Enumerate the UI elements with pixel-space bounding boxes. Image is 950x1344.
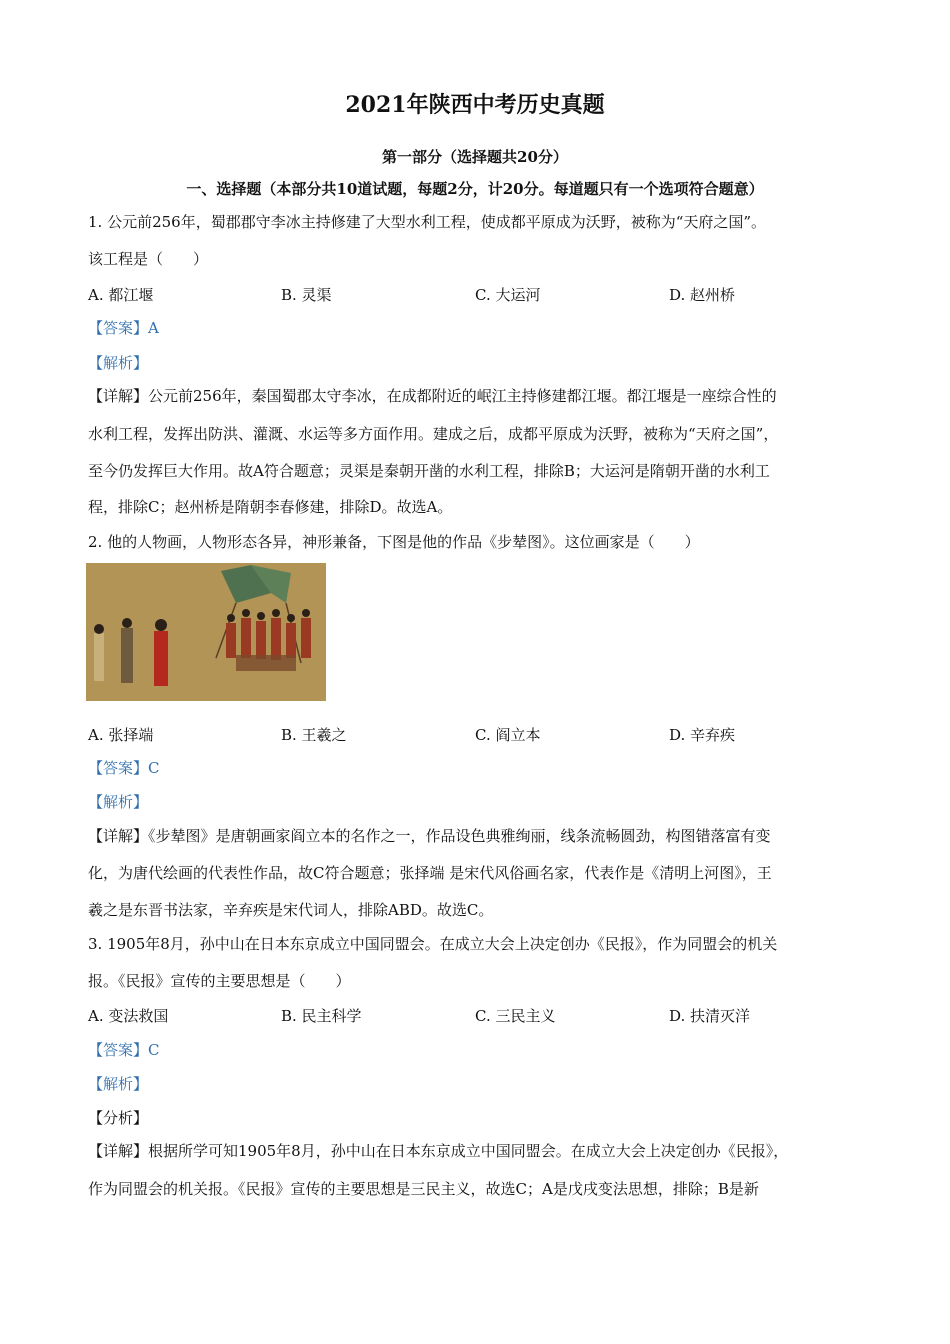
q3-analysis-label: 【解析】: [88, 1075, 149, 1093]
painting-image: [86, 563, 326, 701]
q1-option-c: C. 大运河: [475, 286, 541, 304]
q2-detail-line-1: 【详解】《步辇图》是唐朝画家阎立本的名作之一，作品设色典雅绚丽，线条流畅圆劲，构图错落富有变: [88, 827, 771, 845]
q2-analysis-label: 【解析】: [88, 793, 149, 811]
q3-stem-line-2: 报。《民报》宣传的主要思想是（ ）: [88, 972, 351, 990]
q3-analysis-sub: 【分析】: [88, 1109, 149, 1127]
q2-detail-line-2: 化，为唐代绘画的代表性作品，故C符合题意；张择端 是宋代风俗画名家，代表作是《清明上河图》，王: [88, 864, 772, 882]
q1-option-d: D. 赵州桥: [669, 286, 736, 304]
q3-option-a: A. 变法救国: [88, 1007, 169, 1025]
page-title: 2021年陕西中考历史真题: [345, 92, 605, 118]
q1-option-b: B. 灵渠: [281, 286, 332, 304]
q1-detail-line-2: 水利工程，发挥出防洪、灌溉、水运等多方面作用。建成之后，成都平原成为沃野，被称为“天府之国”，: [88, 425, 779, 443]
q3-detail-line-1: 【详解】根据所学可知1905年8月，孙中山在日本东京成立中国同盟会。在成立大会上决定创办《民报》，: [88, 1142, 789, 1160]
q3-detail-line-2: 作为同盟会的机关报。《民报》宣传的主要思想是三民主义，故选C；A是戊戌变法思想，排除；B是新: [88, 1180, 759, 1198]
q1-detail-line-3: 至今仍发挥巨大作用。故A符合题意；灵渠是秦朝开凿的水利工程，排除B；大运河是隋朝开凿的水利工: [88, 462, 770, 480]
q1-detail-line-1: 【详解】公元前256年，秦国蜀郡太守李冰，在成都附近的岷江主持修建都江堰。都江堰是一座综合性的: [88, 387, 777, 405]
q1-answer: 【答案】A: [88, 319, 159, 337]
q2-option-d: D. 辛弃疾: [669, 726, 736, 744]
q3-option-c: C. 三民主义: [475, 1007, 556, 1025]
q1-stem-line-2: 该工程是（ ）: [88, 250, 209, 268]
q1-stem-line-1: 1. 公元前256年，蜀郡郡守李冰主持修建了大型水利工程，使成都平原成为沃野，被称为“天府之国”。: [88, 213, 767, 231]
q2-detail-line-3: 羲之是东晋书法家，辛弃疾是宋代词人，排除ABD。故选C。: [88, 901, 494, 919]
q1-option-a: A. 都江堰: [88, 286, 154, 304]
q2-option-c: C. 阎立本: [475, 726, 541, 744]
q2-option-b: B. 王羲之: [281, 726, 347, 744]
q1-detail-line-4: 程，排除C；赵州桥是隋朝李春修建，排除D。故选A。: [88, 498, 453, 516]
q3-option-d: D. 扶清灭洋: [669, 1007, 751, 1025]
section-heading: 一、选择题（本部分共10道试题，每题2分，计20分。每道题只有一个选项符合题意）: [186, 180, 764, 198]
q2-answer: 【答案】C: [88, 759, 160, 777]
q3-answer: 【答案】C: [88, 1041, 160, 1059]
part-heading: 第一部分（选择题共20分）: [382, 148, 568, 166]
q1-analysis-label: 【解析】: [88, 354, 149, 372]
q3-option-b: B. 民主科学: [281, 1007, 362, 1025]
q3-stem-line-1: 3. 1905年8月，孙中山在日本东京成立中国同盟会。在成立大会上决定创办《民报》，作为同盟会的机关: [88, 935, 778, 953]
q2-stem-line-1: 2. 他的人物画，人物形态各异，神形兼备，下图是他的作品《步辇图》。这位画家是（ ）: [88, 533, 700, 551]
q2-option-a: A. 张择端: [88, 726, 154, 744]
